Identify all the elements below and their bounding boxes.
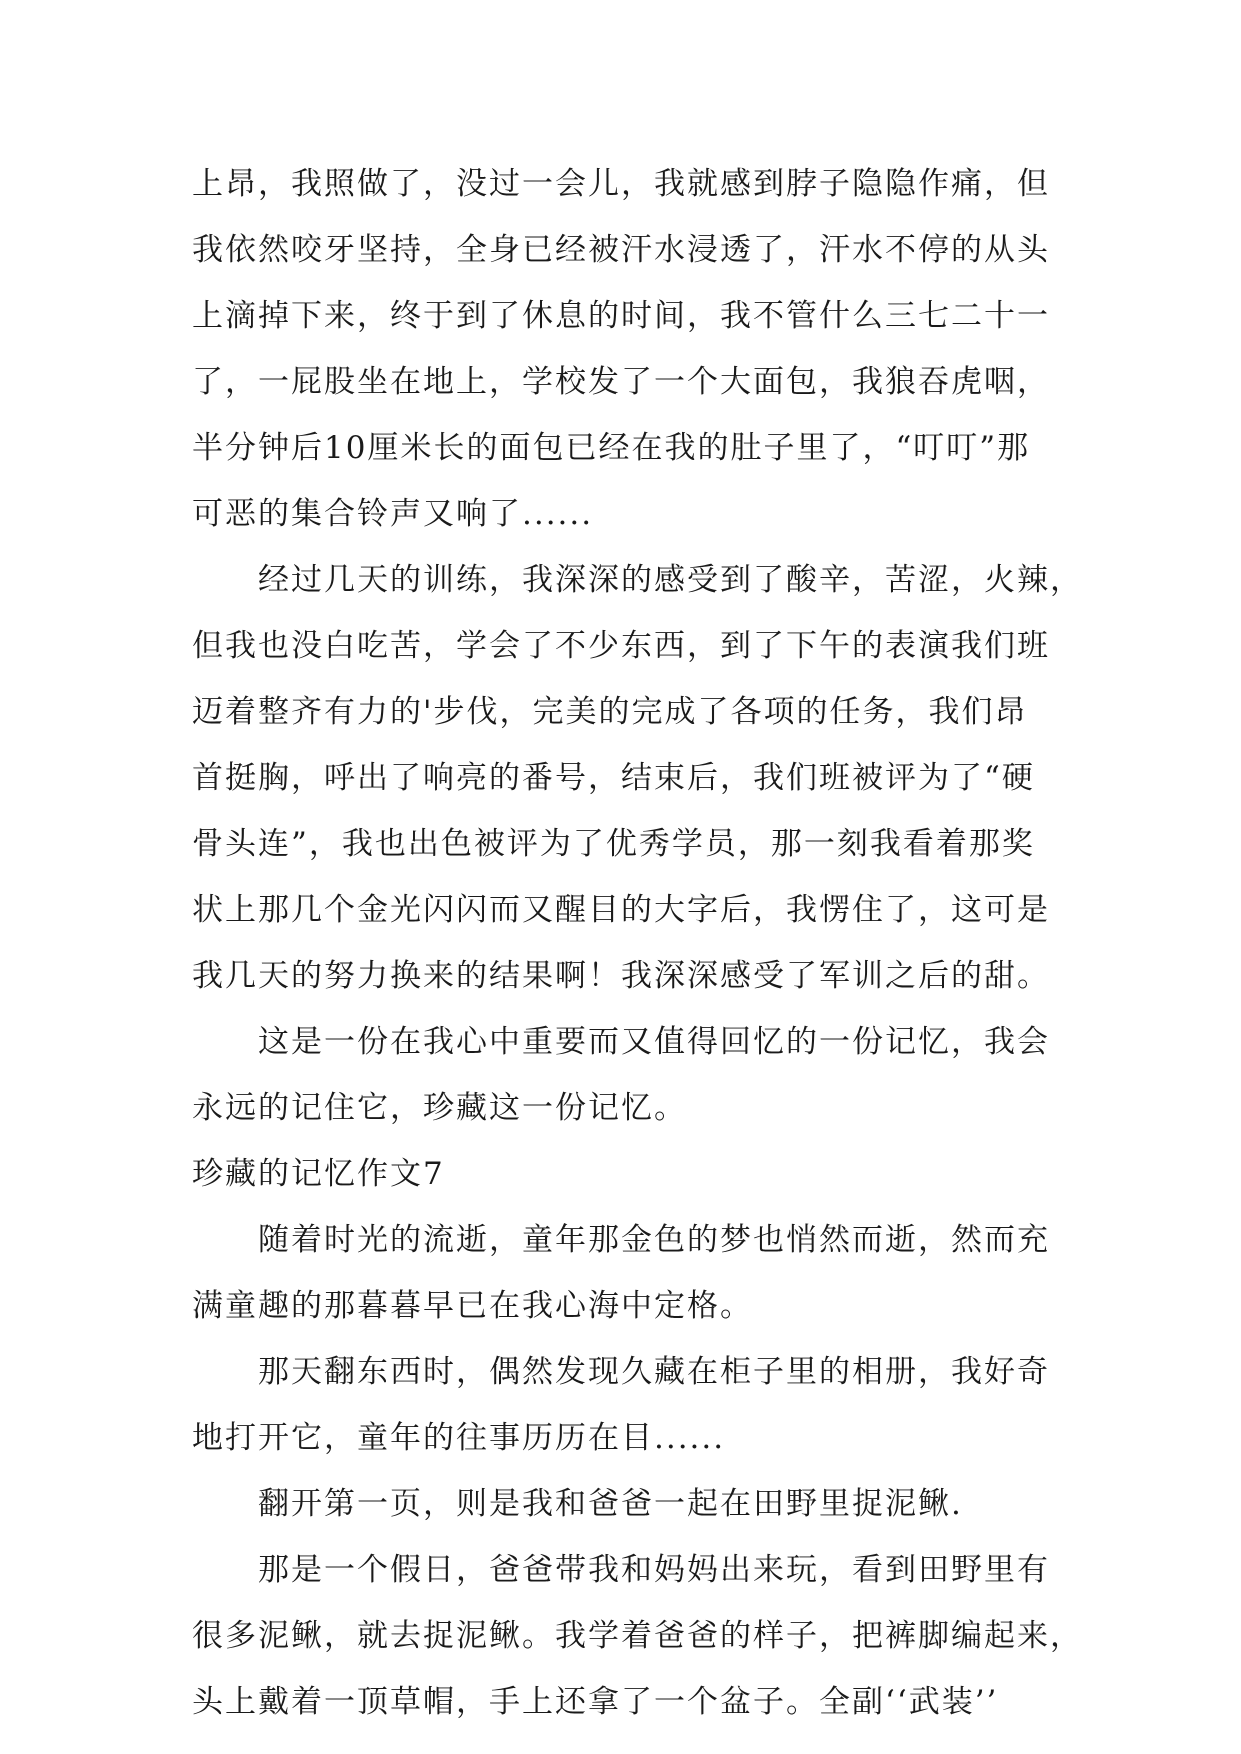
text-line: 头上戴着一顶草帽，手上还拿了一个盆子。全副‘‘武装’’ [192, 1684, 999, 1720]
text-line: 可恶的集合铃声又响了...... [192, 496, 594, 532]
paragraph-start-line: 那是一个假日，爸爸带我和妈妈出来玩，看到田野里有 [258, 1552, 1050, 1588]
paragraph-start-line: 翻开第一页，则是我和爸爸一起在田野里捉泥鳅. [258, 1486, 963, 1522]
text-line: 骨头连”，我也出色被评为了优秀学员，那一刻我看着那奖 [192, 826, 1035, 862]
paragraph-start-line: 那天翻东西时，偶然发现久藏在柜子里的相册，我好奇 [258, 1354, 1050, 1390]
text-line: 永远的记住它，珍藏这一份记忆。 [192, 1090, 687, 1126]
text-line: 但我也没白吃苦，学会了不少东西，到了下午的表演我们班 [192, 628, 1050, 664]
text-line: 满童趣的那暮暮早已在我心海中定格。 [192, 1288, 753, 1324]
text-line: 了，一屁股坐在地上，学校发了一个大面包，我狼吞虎咽， [192, 364, 1050, 400]
paragraph-start-line: 经过几天的训练，我深深的感受到了酸辛，苦涩，火辣， [258, 562, 1083, 598]
text-line: 半分钟后10厘米长的面包已经在我的肚子里了，“叮叮”那 [192, 430, 1031, 466]
paragraph-start-line: 随着时光的流逝，童年那金色的梦也悄然而逝，然而充 [258, 1222, 1050, 1258]
text-line: 地打开它，童年的往事历历在目...... [192, 1420, 726, 1456]
text-line: 我依然咬牙坚持，全身已经被汗水浸透了，汗水不停的从头 [192, 232, 1050, 268]
text-line: 上昂，我照做了，没过一会儿，我就感到脖子隐隐作痛，但 [192, 166, 1050, 202]
text-line: 迈着整齐有力的'步伐，完美的完成了各项的任务，我们昂 [192, 694, 1028, 730]
text-line: 很多泥鳅，就去捉泥鳅。我学着爸爸的样子，把裤脚编起来， [192, 1618, 1083, 1654]
section-heading: 珍藏的记忆作文7 [192, 1156, 445, 1192]
text-line: 首挺胸，呼出了响亮的番号，结束后，我们班被评为了“硬 [192, 760, 1035, 796]
text-line: 我几天的努力换来的结果啊！我深深感受了军训之后的甜。 [192, 958, 1050, 994]
text-line: 上滴掉下来，终于到了休息的时间，我不管什么三七二十一 [192, 298, 1050, 334]
text-line: 状上那几个金光闪闪而又醒目的大字后，我愣住了，这可是 [192, 892, 1050, 928]
paragraph-start-line: 这是一份在我心中重要而又值得回忆的一份记忆，我会 [258, 1024, 1050, 1060]
document-body [192, 151, 1083, 1735]
